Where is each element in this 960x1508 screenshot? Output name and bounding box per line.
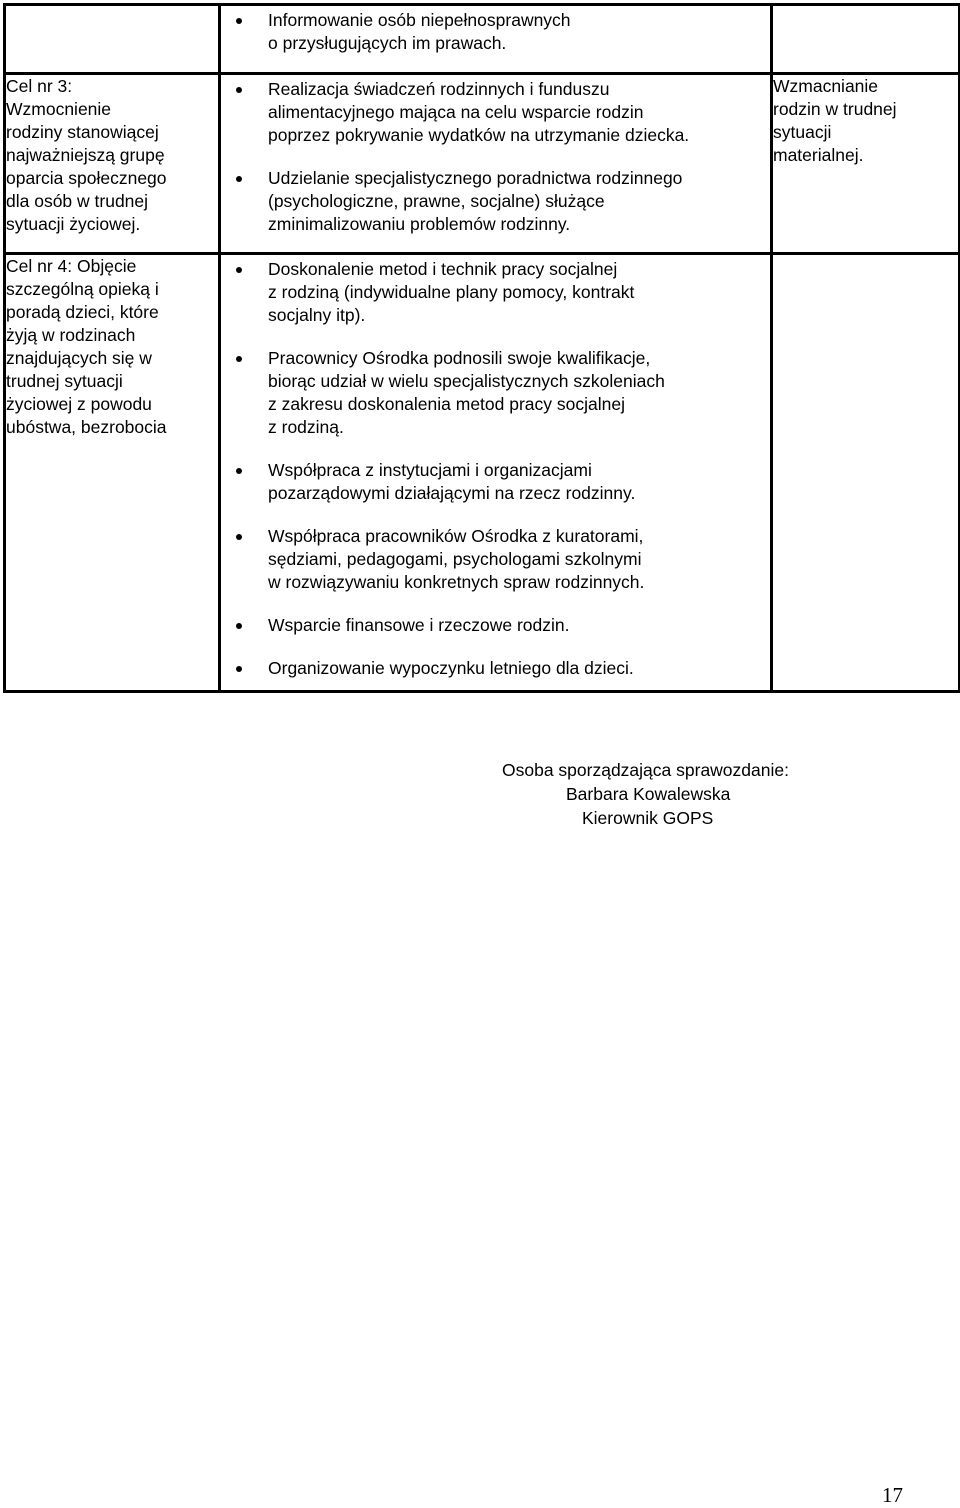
list-item-line: poprzez pokrywanie wydatków na utrzymanie dziecka. <box>268 125 690 145</box>
goal-line: najważniejszą grupę <box>6 145 165 165</box>
list-item <box>221 78 770 147</box>
outcome-line: rodzin w trudnej <box>773 99 897 119</box>
list-item <box>221 9 770 55</box>
table-row <box>5 74 960 254</box>
page-number: 17 <box>882 1483 903 1507</box>
bullet-icon <box>236 666 242 672</box>
list-item-line: z zakresu doskonalenia metod pracy socjalnej <box>268 394 625 414</box>
list-item-line: Wsparcie finansowe i rzeczowe rodzin. <box>268 615 570 635</box>
list-item <box>221 525 770 594</box>
list-item <box>221 347 770 439</box>
list-item <box>221 657 770 680</box>
signature-role: Kierownik GOPS <box>582 808 714 828</box>
bullet-icon <box>236 356 242 362</box>
list-item-line: biorąc udział w wielu specjalistycznych szkoleniach <box>268 371 665 391</box>
outcome-line: sytuacji <box>773 122 832 142</box>
list-item-line: z rodziną (indywidualne plany pomocy, kontrakt <box>268 282 635 302</box>
list-item-line: sędziami, pedagogami, psychologami szkolnymi <box>268 549 642 569</box>
signature-heading: Osoba sporządzająca sprawozdanie: <box>502 760 789 780</box>
goal-line: życiowej z powodu <box>6 394 152 414</box>
list-item <box>221 459 770 505</box>
actions-cell <box>220 254 772 692</box>
list-item-line: Współpraca z instytucjami i organizacjami <box>268 460 592 480</box>
actions-cell <box>220 5 772 74</box>
list-item-line: alimentacyjnego mająca na celu wsparcie rodzin <box>268 102 644 122</box>
goal-cell <box>5 5 220 74</box>
goal-line: rodziny stanowiącej <box>6 122 159 142</box>
actions-cell <box>220 74 772 254</box>
bullet-icon <box>236 623 242 629</box>
goal-line: szczególną opieką i <box>6 279 159 299</box>
goal-line: żyją w rodzinach <box>6 325 136 345</box>
list-item-line: Organizowanie wypoczynku letniego dla dzieci. <box>268 658 634 678</box>
goal-line: Cel nr 3: <box>6 76 73 96</box>
goal-cell <box>5 74 220 254</box>
list-item-line: Współpraca pracowników Ośrodka z kuratorami, <box>268 526 644 546</box>
list-item-line: Pracownicy Ośrodka podnosili swoje kwalifikacje, <box>268 348 651 368</box>
list-item-line: Realizacja świadczeń rodzinnych i funduszu <box>268 79 610 99</box>
table-row <box>5 254 960 692</box>
goal-line: dla osób w trudnej <box>6 191 149 211</box>
list-item-line: socjalny itp). <box>268 305 366 325</box>
actions-list <box>221 6 770 65</box>
bullet-icon <box>236 87 242 93</box>
goal-line: Wzmocnienie <box>6 99 112 119</box>
list-item-line: (psychologiczne, prawne, socjalne) służące <box>268 191 605 211</box>
list-item-line: w rozwiązywaniu konkretnych spraw rodzinnych. <box>268 572 645 592</box>
bullet-icon <box>236 176 242 182</box>
list-item-line: Doskonalenie metod i technik pracy socjalnej <box>268 259 618 279</box>
bullet-icon <box>236 18 242 24</box>
goal-cell <box>5 254 220 692</box>
outcome-cell <box>772 5 960 74</box>
list-item <box>221 614 770 637</box>
signature-block <box>502 758 842 830</box>
goal-line: poradą dzieci, które <box>6 302 159 322</box>
list-item-line: z rodziną. <box>268 417 344 437</box>
actions-list <box>221 75 770 246</box>
list-item-line: Udzielanie specjalistycznego poradnictwa rodzinnego <box>268 168 683 188</box>
list-item-line: pozarządowymi działającymi na rzecz rodzinny. <box>268 483 636 503</box>
outcome-line: Wzmacnianie <box>773 76 879 96</box>
list-item-line: Informowanie osób niepełnosprawnych <box>268 10 571 30</box>
outcome-cell <box>772 254 960 692</box>
outcome-cell <box>772 74 960 254</box>
goal-line: trudnej sytuacji <box>6 371 123 391</box>
goal-line: sytuacji życiowej. <box>6 214 141 234</box>
goal-line: znajdujących się w <box>6 348 152 368</box>
outcome-line: materialnej. <box>773 145 864 165</box>
signature-name: Barbara Kowalewska <box>566 784 731 804</box>
actions-list <box>221 255 770 690</box>
bullet-icon <box>236 267 242 273</box>
goal-line: oparcia społecznego <box>6 168 167 188</box>
list-item <box>221 258 770 327</box>
goal-line: Cel nr 4: Objęcie <box>6 256 137 276</box>
table-row <box>5 5 960 74</box>
list-item <box>221 167 770 236</box>
bullet-icon <box>236 468 242 474</box>
bullet-icon <box>236 534 242 540</box>
list-item-line: o przysługujących im prawach. <box>268 33 507 53</box>
list-item-line: zminimalizowaniu problemów rodzinny. <box>268 214 571 234</box>
report-table <box>3 3 960 693</box>
goal-line: ubóstwa, bezrobocia <box>6 417 167 437</box>
